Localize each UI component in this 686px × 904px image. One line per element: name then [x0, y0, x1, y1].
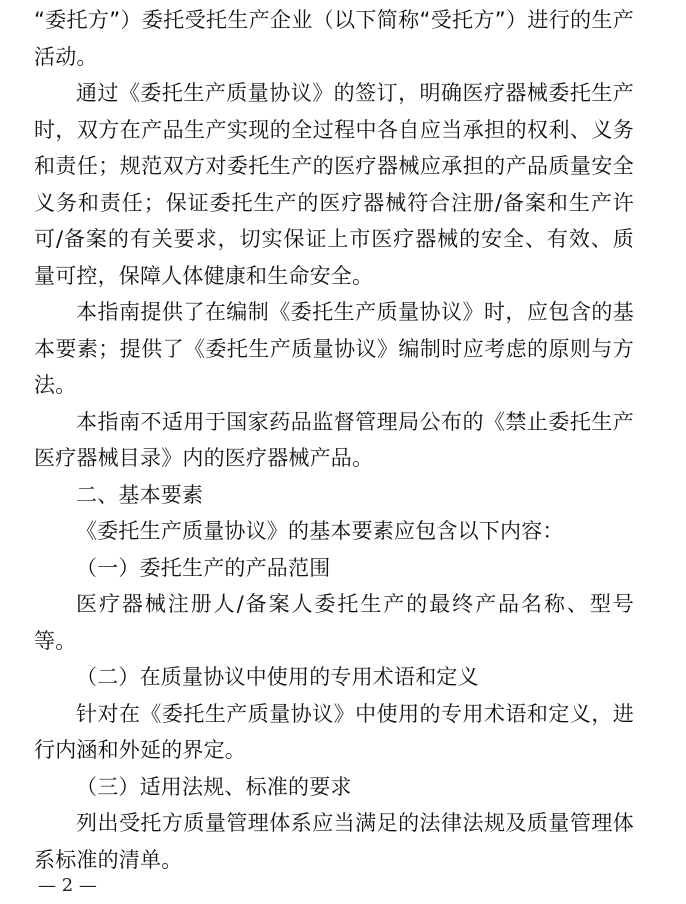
section-heading-basic-elements: 二、基本要素 — [76, 482, 204, 507]
paragraph-purpose: 通过《委托生产质量协议》的签订，明确医疗器械委托生产时，双方在产品生产实现的全过程中各自应当承担的权利、义务和责任；规范双方对委托生产的医疗器械应承担的产品质量安全义务和责任；保证委托生产的医疗器械符合注册/备案和生产许可/备案的有关要求，切实保证上市医疗器械的安全、有效、质量可控，保障人体健康和生命安全。 — [34, 81, 634, 288]
paragraph-exclusion: 本指南不适用于国家药品监督管理局公布的《禁止委托生产医疗器械目录》内的医疗器械产品。 — [34, 409, 634, 470]
item-3-body: 列出受托方质量管理体系应当满足的法律法规及质量管理体系标准的清单。 — [34, 811, 634, 872]
item-2-body: 针对在《委托生产质量协议》中使用的专用术语和定义，进行内涵和外延的界定。 — [34, 701, 634, 762]
item-3-title: （三）适用法规、标准的要求 — [76, 774, 352, 799]
document-body — [34, 2, 634, 878]
item-1-body: 医疗器械注册人/备案人委托生产的最终产品名称、型号等。 — [34, 592, 634, 653]
page-number: — 2 — — [38, 875, 97, 896]
section-intro: 《委托生产质量协议》的基本要素应包含以下内容： — [76, 519, 564, 543]
paragraph-scope: 本指南提供了在编制《委托生产质量协议》时，应包含的基本要素；提供了《委托生产质量协议》编制时应考虑的原则与方法。 — [34, 300, 634, 397]
item-2-title: （二）在质量协议中使用的专用术语和定义 — [76, 665, 479, 689]
item-1-title: （一）委托生产的产品范围 — [76, 555, 331, 580]
paragraph-intro-continuation: “委托方”）委托受托生产企业（以下简称“受托方”）进行的生产活动。 — [34, 8, 634, 69]
